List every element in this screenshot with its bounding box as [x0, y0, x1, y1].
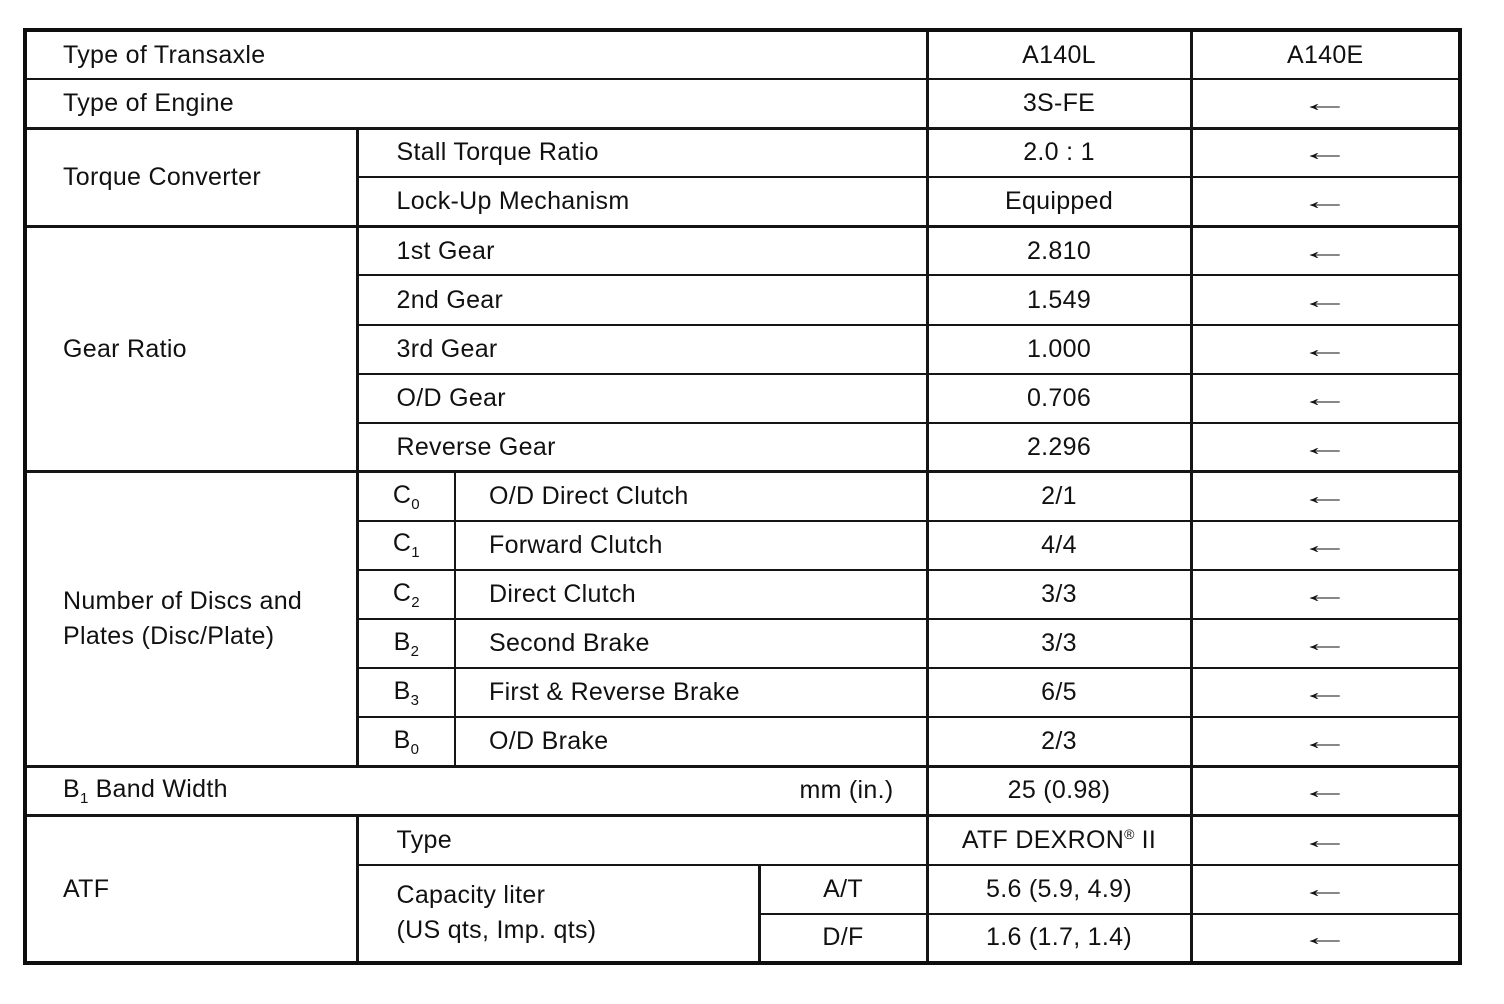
row-label-at: A/T	[759, 865, 927, 914]
left-arrow-icon: ←	[1299, 188, 1351, 216]
transaxle-spec-table	[23, 28, 1462, 965]
left-arrow-icon: ←	[1299, 286, 1351, 314]
section-label-atf: ATF	[25, 816, 357, 964]
row-label-type-of-transaxle: Type of Transaxle	[25, 30, 927, 79]
at-capacity-a140e	[1191, 865, 1460, 914]
section-label-torque-converter: Torque Converter	[25, 128, 357, 226]
row-label-forward-clutch: Forward Clutch	[455, 521, 927, 570]
atf-type-text: II	[1134, 825, 1157, 854]
left-arrow-icon: ←	[1299, 139, 1351, 167]
symbol-base: B	[393, 676, 411, 705]
3rd-gear-a140e	[1191, 325, 1460, 374]
table-row	[25, 30, 1460, 79]
left-arrow-icon: ←	[1299, 924, 1351, 952]
stall-torque-ratio-a140e	[1191, 128, 1460, 177]
row-label-od-direct-clutch: O/D Direct Clutch	[455, 472, 927, 521]
capacity-label-line1: Capacity liter	[396, 880, 546, 909]
symbol-subscript: 1	[79, 789, 89, 807]
left-arrow-icon: ←	[1299, 679, 1351, 707]
section-label-discs-plates	[25, 472, 357, 767]
left-arrow-icon: ←	[1299, 581, 1351, 609]
symbol-base: C	[392, 578, 412, 607]
symbol-subscript: 2	[411, 593, 420, 611]
row-label-df: D/F	[759, 914, 927, 963]
symbol-base: C	[392, 480, 412, 509]
section-label-gear-ratio: Gear Ratio	[25, 226, 357, 471]
atf-type-value	[927, 816, 1191, 865]
second-brake-value: 3/3	[927, 619, 1191, 668]
od-brake-a140e	[1191, 717, 1460, 766]
engine-value-a140e	[1191, 79, 1460, 128]
brake-symbol-b0	[357, 717, 455, 766]
reverse-gear-value: 2.296	[927, 423, 1191, 472]
row-label-first-reverse-brake: First & Reverse Brake	[455, 668, 927, 717]
row-label-3rd-gear: 3rd Gear	[357, 325, 927, 374]
od-gear-a140e	[1191, 374, 1460, 423]
column-header-a140l: A140L	[927, 30, 1191, 79]
3rd-gear-value: 1.000	[927, 325, 1191, 374]
direct-clutch-value: 3/3	[927, 570, 1191, 619]
clutch-symbol-c2	[357, 570, 455, 619]
2nd-gear-value: 1.549	[927, 275, 1191, 324]
b1-band-width-value: 25 (0.98)	[927, 766, 1191, 815]
table-row	[25, 816, 1460, 865]
symbol-base: C	[392, 529, 412, 558]
1st-gear-value: 2.810	[927, 226, 1191, 275]
od-direct-clutch-a140e	[1191, 472, 1460, 521]
row-label-lockup-mechanism: Lock-Up Mechanism	[357, 177, 927, 226]
row-label-b1-band-width	[25, 766, 927, 815]
row-label-1st-gear: 1st Gear	[357, 226, 927, 275]
row-label-2nd-gear: 2nd Gear	[357, 275, 927, 324]
left-arrow-icon: ←	[1299, 531, 1351, 559]
row-label-atf-type: Type	[357, 816, 927, 865]
at-capacity-value: 5.6 (5.9, 4.9)	[927, 865, 1191, 914]
symbol-base: B	[393, 627, 411, 656]
table-row	[25, 226, 1460, 275]
table-row	[25, 79, 1460, 128]
symbol-subscript: 1	[411, 544, 420, 562]
symbol-base: B	[393, 725, 411, 754]
discs-label-line2: Plates (Disc/Plate)	[63, 622, 275, 651]
left-arrow-icon: ←	[1299, 237, 1351, 265]
left-arrow-icon: ←	[1299, 728, 1351, 756]
row-label-type-of-engine: Type of Engine	[25, 79, 927, 128]
symbol-base: B	[63, 774, 80, 803]
first-reverse-brake-value: 6/5	[927, 668, 1191, 717]
b1-band-width-label	[63, 775, 228, 807]
table-row	[25, 766, 1460, 815]
od-direct-clutch-value: 2/1	[927, 472, 1191, 521]
discs-label-line1: Number of Discs and	[63, 586, 303, 615]
left-arrow-icon: ←	[1299, 777, 1351, 805]
symbol-subscript: 0	[411, 495, 420, 513]
row-label-atf-capacity	[357, 865, 759, 963]
atf-type-text: ATF DEXRON	[961, 825, 1125, 854]
row-label-direct-clutch: Direct Clutch	[455, 570, 927, 619]
atf-type-a140e	[1191, 816, 1460, 865]
engine-value-a140l: 3S-FE	[927, 79, 1191, 128]
column-header-a140e: A140E	[1191, 30, 1460, 79]
forward-clutch-value: 4/4	[927, 521, 1191, 570]
capacity-label-line2: (US qts, Imp. qts)	[396, 916, 597, 945]
stall-torque-ratio-value: 2.0 : 1	[927, 128, 1191, 177]
row-label-stall-torque-ratio: Stall Torque Ratio	[357, 128, 927, 177]
table-row	[25, 128, 1460, 177]
left-arrow-icon: ←	[1299, 483, 1351, 511]
df-capacity-a140e	[1191, 914, 1460, 963]
reverse-gear-a140e	[1191, 423, 1460, 472]
left-arrow-icon: ←	[1299, 826, 1351, 854]
row-label-reverse-gear: Reverse Gear	[357, 423, 927, 472]
od-gear-value: 0.706	[927, 374, 1191, 423]
b1-band-width-a140e	[1191, 766, 1460, 815]
left-arrow-icon: ←	[1299, 875, 1351, 903]
forward-clutch-a140e	[1191, 521, 1460, 570]
symbol-subscript: 3	[410, 691, 419, 709]
first-reverse-brake-a140e	[1191, 668, 1460, 717]
df-capacity-value: 1.6 (1.7, 1.4)	[927, 914, 1191, 963]
table-row	[25, 472, 1460, 521]
left-arrow-icon: ←	[1299, 384, 1351, 412]
brake-symbol-b3	[357, 668, 455, 717]
left-arrow-icon: ←	[1299, 89, 1351, 117]
left-arrow-icon: ←	[1299, 630, 1351, 658]
1st-gear-a140e	[1191, 226, 1460, 275]
row-label-od-brake: O/D Brake	[455, 717, 927, 766]
direct-clutch-a140e	[1191, 570, 1460, 619]
2nd-gear-a140e	[1191, 275, 1460, 324]
symbol-subscript: 2	[410, 642, 419, 660]
symbol-subscript: 0	[410, 740, 419, 758]
label-text: Band Width	[88, 774, 228, 803]
lockup-mechanism-value: Equipped	[927, 177, 1191, 226]
row-label-od-gear: O/D Gear	[357, 374, 927, 423]
second-brake-a140e	[1191, 619, 1460, 668]
b1-band-width-unit: mm (in.)	[799, 776, 894, 805]
left-arrow-icon: ←	[1299, 335, 1351, 363]
clutch-symbol-c0	[357, 472, 455, 521]
row-label-second-brake: Second Brake	[455, 619, 927, 668]
registered-trademark-icon: ®	[1124, 825, 1135, 842]
clutch-symbol-c1	[357, 521, 455, 570]
lockup-mechanism-a140e	[1191, 177, 1460, 226]
left-arrow-icon: ←	[1299, 433, 1351, 461]
od-brake-value: 2/3	[927, 717, 1191, 766]
brake-symbol-b2	[357, 619, 455, 668]
